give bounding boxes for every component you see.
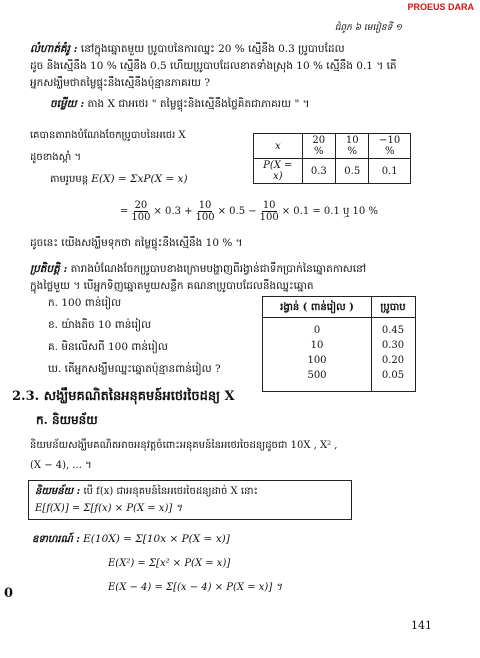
section-number: 2.3. xyxy=(12,389,40,404)
table-cell: x xyxy=(254,134,303,159)
definition-text: បើ f(x) ជាអនុគមន៍នៃអថេរចៃដន្យដាច់ X នោះ xyxy=(83,486,258,497)
fraction-numerator: 10 xyxy=(198,200,212,211)
formula-prefix: តាមរូបមន្ត xyxy=(50,174,89,185)
solution-line-3: ដូចខាងស្តាំ ។ xyxy=(30,152,82,163)
solution-label: ចម្លើយ : xyxy=(50,98,85,110)
term-1: × 0.3 + xyxy=(153,206,193,217)
practice-line-2: ក្នុងថ្លៃមួយ ។ បើអ្នកទិញឆ្នោតមួយសន្លឹក គណនាប្រូបាបដែលនឹងឈ្នះឆ្នោត xyxy=(30,280,314,292)
example-formula: E(10X) = Σ[10x × P(X = x)] xyxy=(83,533,230,545)
definition-line-2: (X − 4), ... ។ xyxy=(30,460,92,471)
equals-sign: = xyxy=(120,206,129,217)
brand-watermark: PROEUS DARA xyxy=(407,2,474,12)
exercise-line-2: ដូច និងស្មើនឹង 10 % ស្មើនឹង 0.5 ហើយប្រូបាបដែលខាតទាំងស្រុង 10 % ស្មើនឹង 0.1 ។ តើ xyxy=(30,60,397,72)
table-cell: 10 % xyxy=(336,134,369,159)
practice-item: ក. 100 ពាន់រៀល xyxy=(48,297,122,309)
table-cell: 0.20 xyxy=(381,355,405,366)
table-cell: 10 xyxy=(310,340,324,351)
table-header-prize: រង្វាន់ ( ពាន់រៀល ) xyxy=(280,302,354,313)
table-row xyxy=(254,159,411,184)
table-header-prob: ប្រូបាប xyxy=(380,302,406,313)
solution-line-4 xyxy=(50,172,188,187)
table-cell: 0 xyxy=(313,325,321,336)
section-variable: X xyxy=(224,389,235,404)
definition-line-1: និយមន័យសង្ឃឹមគណិតអាចអនុវត្តចំពោះអនុគមន៍នៃអថេរចៃដន្យដូចជា 10X , X² , xyxy=(30,440,338,451)
solution-line-2: គេបានតារាងបំណែងចែកប្រូបាបនៃអថេរ X xyxy=(30,130,186,141)
exercise-line-3: អ្នកសង្ឃឹមថាតម្លៃផ្ទុះនឹងស្មើនឹងប៉ុន្មានភាគរយ ? xyxy=(30,77,211,89)
calculation xyxy=(120,200,378,223)
running-head: ជំពូក ៦ មេរៀនទី ១ xyxy=(334,23,402,33)
fraction-2 xyxy=(196,200,215,223)
practice-item: ឃ. តើអ្នកសង្ឃឹមឈ្នះឆ្នោតប៉ុន្មានពាន់រៀល ? xyxy=(48,363,221,375)
prob-column xyxy=(371,323,415,383)
table-cell: 0.5 xyxy=(336,159,369,184)
section-title: សង្ឃឹមគណិតនៃអនុគមន៍អថេរចៃដន្យ xyxy=(43,389,220,404)
subsection-letter: ក. xyxy=(36,413,48,427)
definition-label: និយមន័យ : xyxy=(35,486,81,497)
exercise-text-1: នៅក្នុងឆ្នោតមួយ ប្រូបាបនៃការឈ្នះ 20 % ស្មើនឹង 0.3 ប្រូបាបដែល xyxy=(80,43,345,55)
table-cell: 100 xyxy=(307,355,327,366)
term-3: × 0.1 = 0.1 ឬ 10 % xyxy=(281,206,378,217)
practice-item: ខ. យ៉ាងតិច 10 ពាន់រៀល xyxy=(48,319,152,331)
page-number: 141 xyxy=(411,619,432,632)
definition-formula: E[f(X)] = Σ[f(x) × P(X = x)] ។ xyxy=(35,503,183,514)
margin-mark: 0 xyxy=(4,586,14,601)
practice-item: គ. មិនលើសពី 100 ពាន់រៀល xyxy=(48,341,168,353)
fraction-denominator: 100 xyxy=(195,212,215,223)
fraction-1 xyxy=(131,200,150,223)
definition-box-line-1 xyxy=(35,484,258,499)
solution-text-1: តាង X ជាអថេរ " តម្លៃផ្ទុះនិងស្មើនឹងថ្លៃគិតជាភាគរយ " ។ xyxy=(87,98,310,110)
table-cell: P(X = x) xyxy=(254,159,303,184)
fraction-denominator: 100 xyxy=(131,212,151,223)
expectation-formula: E(X) = ΣxP(X = x) xyxy=(91,173,188,185)
term-2: × 0.5 − xyxy=(217,206,257,217)
distribution-table xyxy=(253,133,411,184)
example-line-1 xyxy=(32,532,230,547)
prize-table xyxy=(262,296,416,392)
practice-label: ប្រតិបត្តិ : xyxy=(30,263,68,275)
conclusion: ដូចនេះ យើងសង្ឃឹមទុកថា តម្លៃផ្ទុះនឹងស្មើនឹង 10 % ។ xyxy=(30,237,243,249)
table-divider xyxy=(263,317,415,318)
table-cell: 0.05 xyxy=(381,370,405,381)
example-label: ឧទាហរណ៍ : xyxy=(32,534,80,545)
table-cell: 0.45 xyxy=(381,325,405,336)
exercise-label: លំហាត់គំរូ : xyxy=(30,43,78,55)
table-cell: 0.30 xyxy=(381,340,405,351)
fraction-denominator: 100 xyxy=(259,212,279,223)
fraction-numerator: 10 xyxy=(262,200,276,211)
exercise-line-1 xyxy=(30,42,345,57)
example-formula: E(X²) = Σ[x² × P(X = x)] xyxy=(108,558,231,569)
table-cell: 20 % xyxy=(302,134,335,159)
practice-line-1 xyxy=(30,262,366,277)
practice-text-1: តារាងបំណែងចែកប្រូបាបខាងក្រោមបង្ហាញពីរង្វាន់ជាទឹកប្រាក់នៃឆ្នោតកាសនៅ xyxy=(70,263,367,275)
table-row xyxy=(254,134,411,159)
prize-column xyxy=(263,323,371,383)
section-heading xyxy=(12,388,235,407)
definition-box xyxy=(28,480,352,520)
fraction-3 xyxy=(260,200,279,223)
subsection-heading xyxy=(36,412,98,430)
table-cell: 0.1 xyxy=(369,159,411,184)
solution-line-1 xyxy=(50,97,310,112)
fraction-numerator: 20 xyxy=(134,200,148,211)
example-formula: E(X − 4) = Σ[(x − 4) × P(X = x)] ។ xyxy=(108,582,283,593)
subsection-title: និយមន័យ xyxy=(51,413,98,427)
table-cell: −10 % xyxy=(369,134,411,159)
table-cell: 500 xyxy=(307,370,327,381)
table-cell: 0.3 xyxy=(302,159,335,184)
